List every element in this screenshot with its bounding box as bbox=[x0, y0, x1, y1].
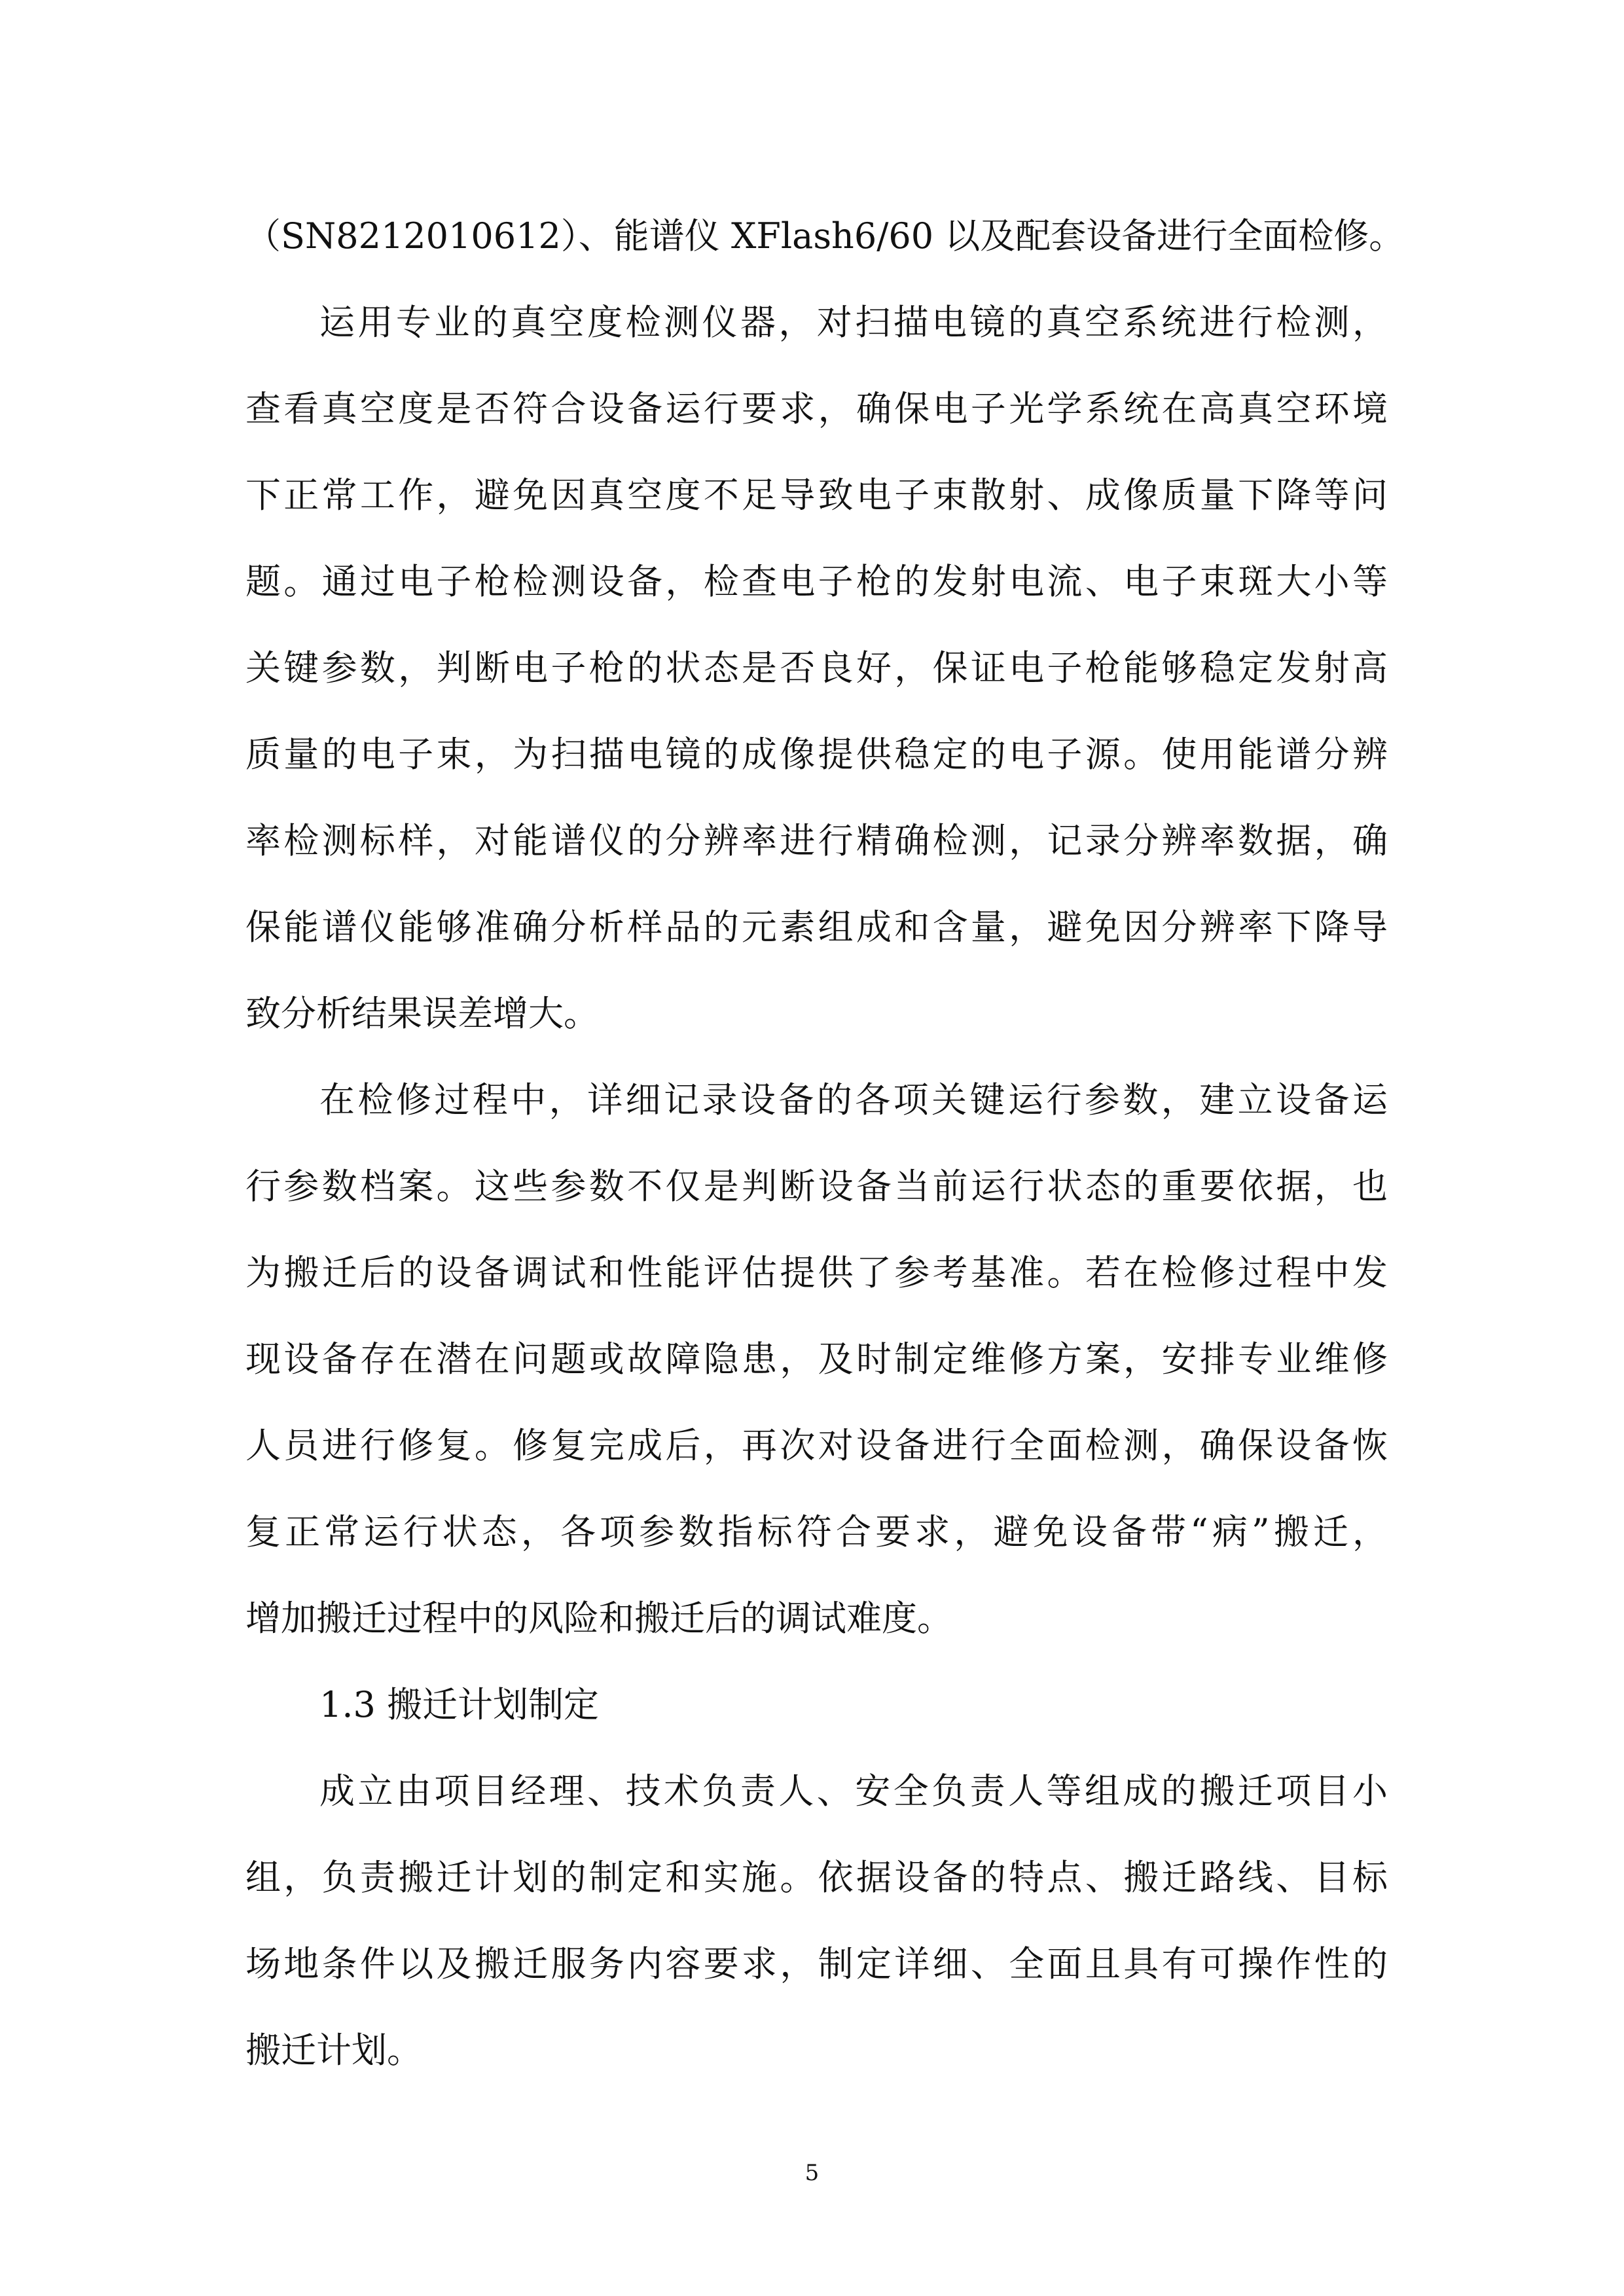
paragraph-2-line-1: 运用专业的真空度检测仪器，对扫描电镜的真空系统进行检测， bbox=[319, 302, 1388, 343]
paragraph-3-line-2: 行参数档案。这些参数不仅是判断设备当前运行状态的重要依据，也 bbox=[245, 1166, 1388, 1207]
paragraph-3-line-4: 现设备存在潜在问题或故障隐患，及时制定维修方案，安排专业维修 bbox=[245, 1338, 1388, 1380]
section-heading: 1.3 搬迁计划制定 bbox=[319, 1684, 600, 1725]
paragraph-1-line-1: （SN8212010612）、能谱仪 XFlash6/60 以及配套设备进行全面检修。 bbox=[245, 215, 1405, 257]
paragraph-4-line-1: 成立由项目经理、技术负责人、安全负责人等组成的搬迁项目小 bbox=[319, 1770, 1388, 1812]
paragraph-3-line-6: 复正常运行状态，各项参数指标符合要求，避免设备带“病”搬迁， bbox=[245, 1511, 1388, 1552]
paragraph-4-line-4: 搬迁计划。 bbox=[245, 2030, 422, 2071]
paragraph-2-line-7: 率检测标样，对能谱仪的分辨率进行精确检测，记录分辨率数据，确 bbox=[245, 820, 1388, 861]
paragraph-3-line-1: 在检修过程中，详细记录设备的各项关键运行参数，建立设备运 bbox=[319, 1079, 1388, 1121]
paragraph-2-line-3: 下正常工作，避免因真空度不足导致电子束散射、成像质量下降等问 bbox=[245, 475, 1388, 516]
paragraph-4-line-2: 组，负责搬迁计划的制定和实施。依据设备的特点、搬迁路线、目标 bbox=[245, 1857, 1388, 1898]
paragraph-2-line-2: 查看真空度是否符合设备运行要求，确保电子光学系统在高真空环境 bbox=[245, 388, 1388, 429]
paragraph-4-line-3: 场地条件以及搬迁服务内容要求，制定详细、全面且具有可操作性的 bbox=[245, 1943, 1388, 1984]
paragraph-3-line-7: 增加搬迁过程中的风险和搬迁后的调试难度。 bbox=[245, 1598, 952, 1639]
page-number: 5 bbox=[804, 2160, 820, 2186]
paragraph-2-line-9: 致分析结果误差增大。 bbox=[245, 993, 599, 1034]
paragraph-2-line-4: 题。通过电子枪检测设备，检查电子枪的发射电流、电子束斑大小等 bbox=[245, 561, 1388, 602]
paragraph-2-line-6: 质量的电子束，为扫描电镜的成像提供稳定的电子源。使用能谱分辨 bbox=[245, 734, 1388, 775]
paragraph-2-line-8: 保能谱仪能够准确分析样品的元素组成和含量，避免因分辨率下降导 bbox=[245, 906, 1388, 948]
paragraph-3-line-5: 人员进行修复。修复完成后，再次对设备进行全面检测，确保设备恢 bbox=[245, 1425, 1388, 1466]
paragraph-3-line-3: 为搬迁后的设备调试和性能评估提供了参考基准。若在检修过程中发 bbox=[245, 1252, 1388, 1293]
paragraph-2-line-5: 关键参数，判断电子枪的状态是否良好，保证电子枪能够稳定发射高 bbox=[245, 647, 1388, 689]
